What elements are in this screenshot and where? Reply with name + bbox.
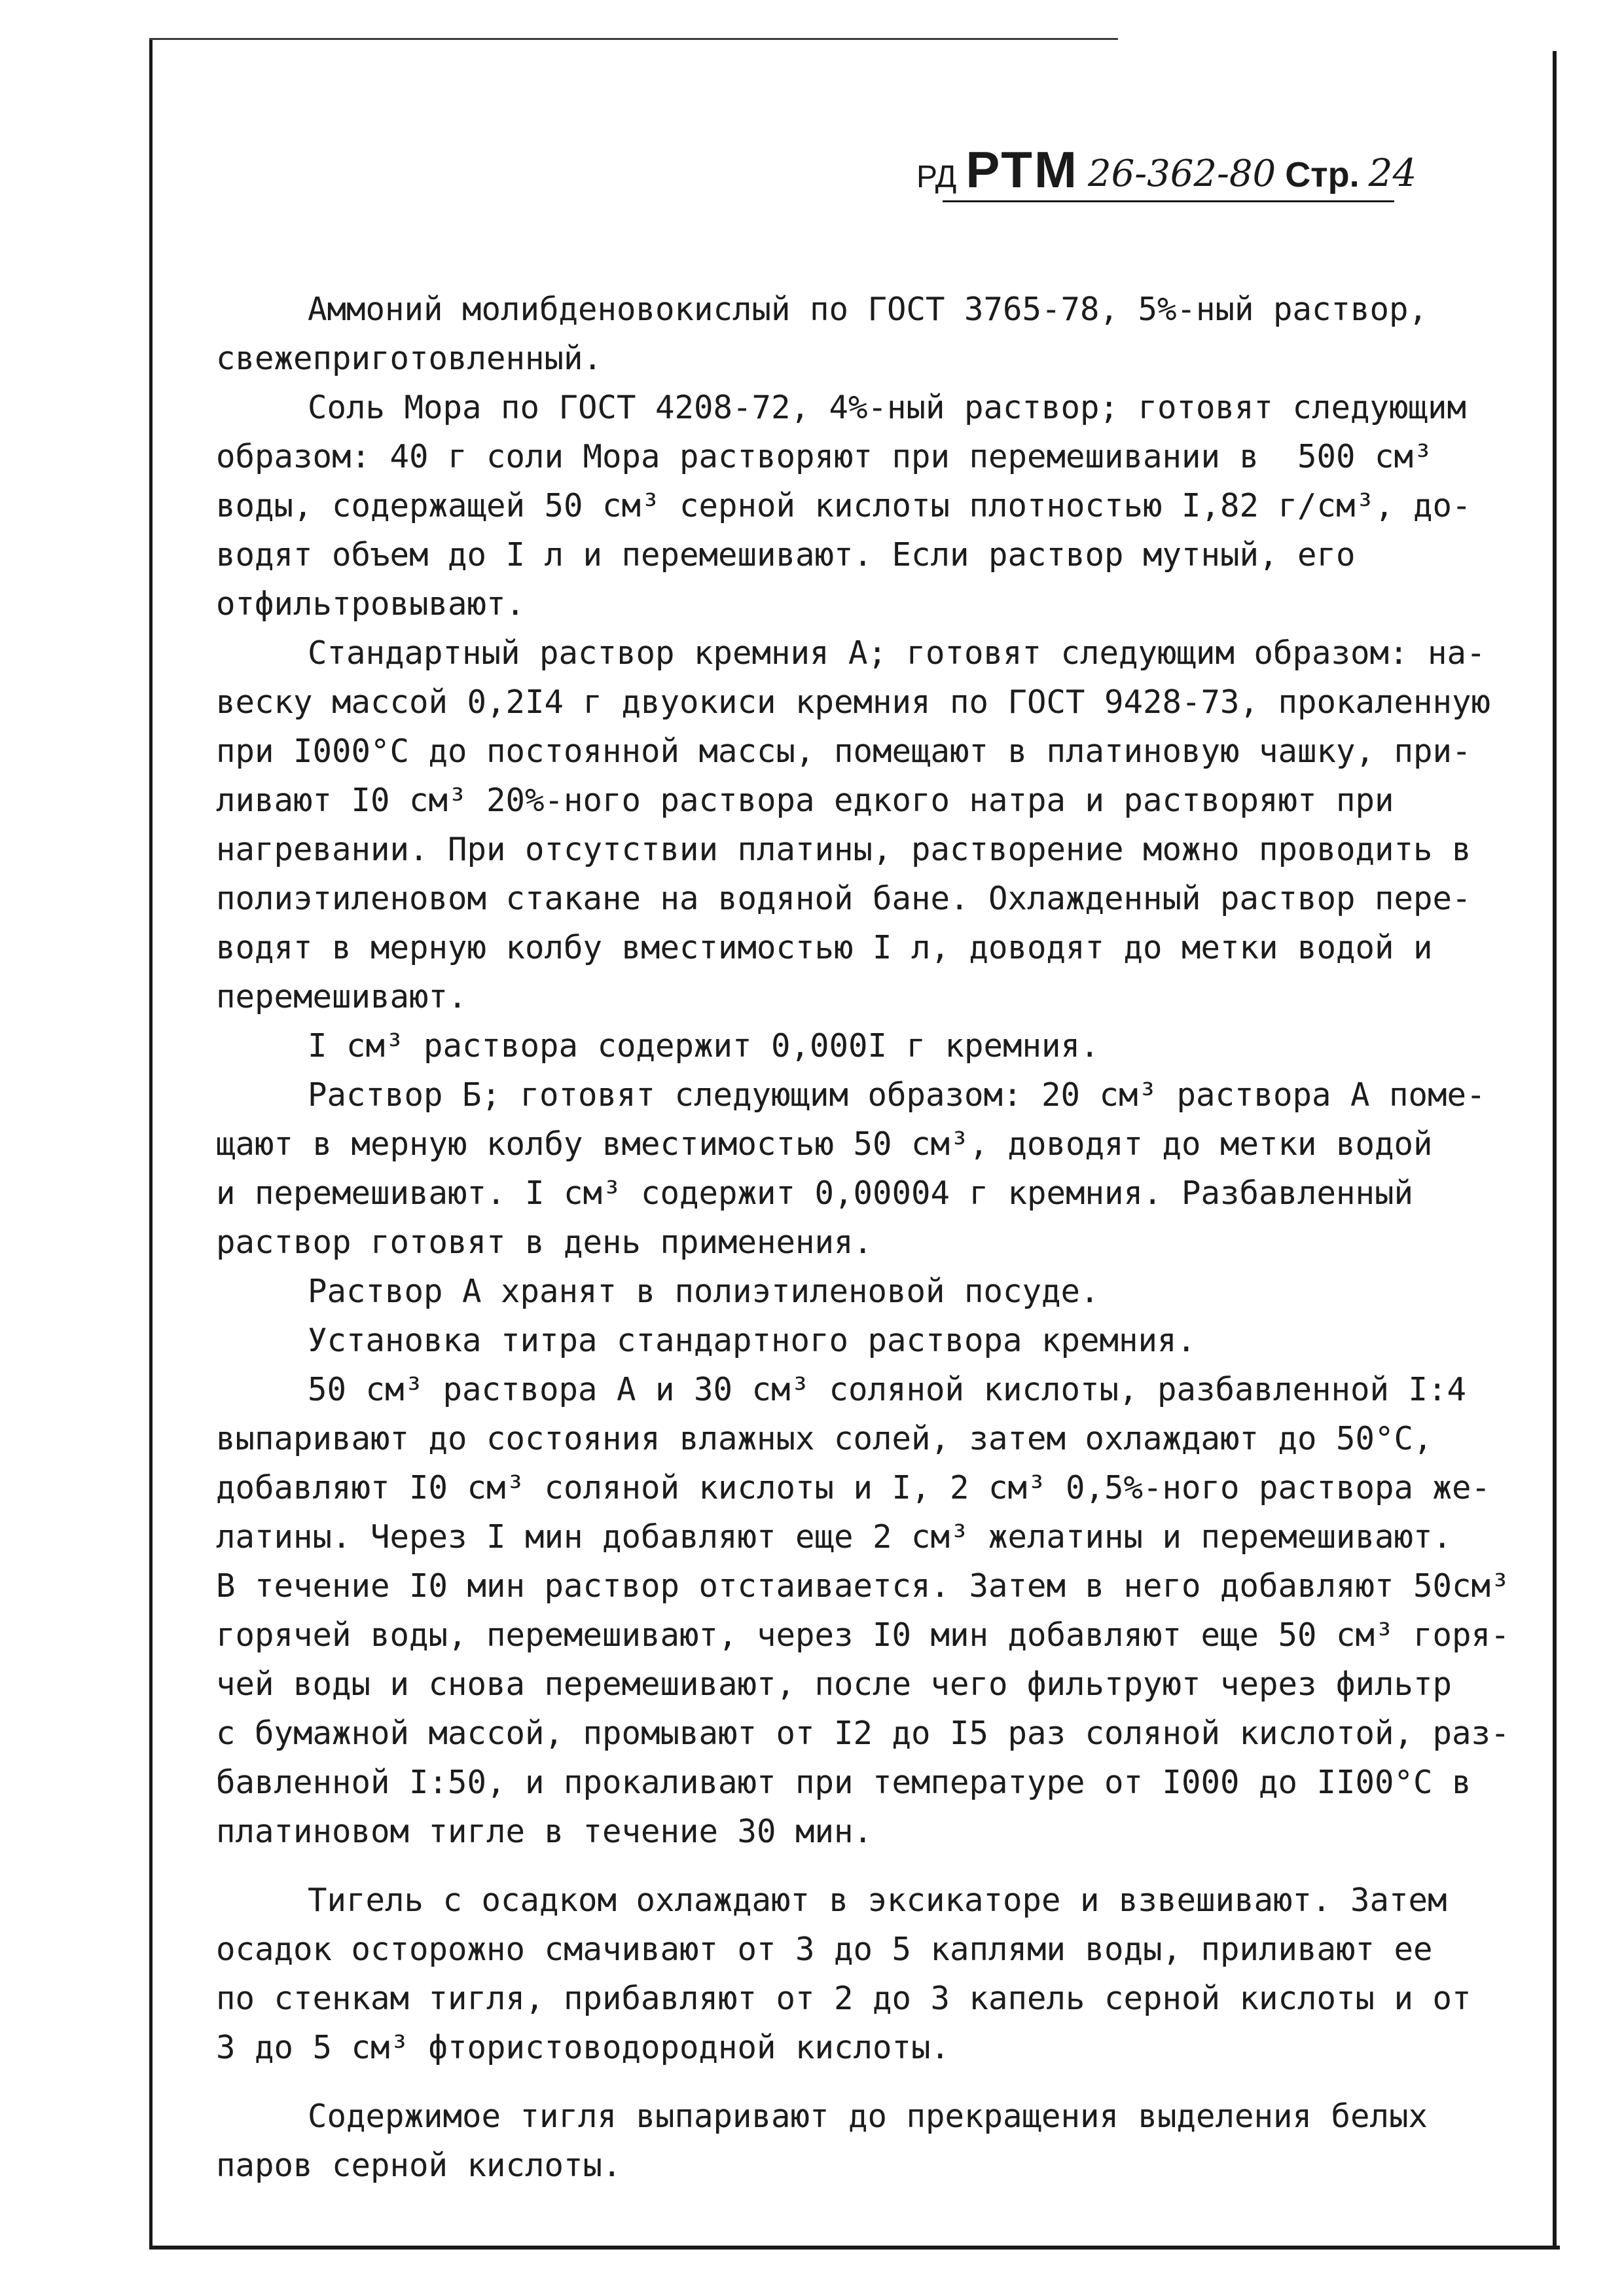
- text-line: и перемешивают. I см³ содержит 0,00004 г кремния. Разбавленный: [216, 1175, 1414, 1212]
- text-line: ливают I0 см³ 20%-ного раствора едкого натра и растворяют при: [216, 782, 1394, 819]
- stamp-page-number: 24: [1368, 151, 1417, 195]
- text-line: Раствор Б; готовят следующим образом: 20 см³ раствора А поме-: [308, 1076, 1486, 1114]
- page-frame-top-line: [149, 38, 1118, 40]
- text-line: Установка титра стандартного раствора кремния.: [308, 1322, 1197, 1359]
- text-line: 50 см³ раствора А и 30 см³ соляной кислоты, разбавленной I:4: [308, 1371, 1467, 1408]
- text-line: нагревании. При отсутствии платины, растворение можно проводить в: [216, 831, 1471, 868]
- text-line: щают в мерную колбу вместимостью 50 см³, доводят до метки водой: [216, 1125, 1433, 1163]
- text-line: Аммоний молибденовокислый по ГОСТ 3765-78, 5%-ный раствор,: [308, 291, 1428, 328]
- text-line: Стандартный раствор кремния А; готовят следующим образом: на-: [308, 634, 1486, 672]
- text-line: чей воды и снова перемешивают, после чего фильтруют через фильтр: [216, 1666, 1453, 1703]
- text-line: перемешивают.: [216, 978, 467, 1015]
- text-line: платиновом тигле в течение 30 мин.: [216, 1813, 873, 1850]
- text-line: свежеприготовленный.: [216, 340, 603, 377]
- paragraph-gap: [216, 1856, 1578, 1876]
- text-line: отфильтровывают.: [216, 585, 526, 623]
- text-line: бавленной I:50, и прокаливают при температуре от I000 до II00°С в: [216, 1764, 1471, 1801]
- document-body: [216, 285, 1578, 2190]
- text-line: выпаривают до состояния влажных солей, затем охлаждают до 50°С,: [216, 1420, 1433, 1457]
- text-line: с бумажной массой, промывают от I2 до I5 раз соляной кислотой, раз-: [216, 1715, 1510, 1752]
- stamp-rtm: РТМ: [965, 141, 1079, 198]
- text-line: добавляют I0 см³ соляной кислоты и I, 2 см³ 0,5%-ного раствора же-: [216, 1469, 1491, 1506]
- paragraph-gap: [216, 2072, 1578, 2092]
- text-line: образом: 40 г соли Мора растворяют при перемешивании в 500 см³: [216, 438, 1433, 475]
- text-line: воды, содержащей 50 см³ серной кислоты плотностью I,82 г/см³, до-: [216, 487, 1471, 524]
- document-stamp: [916, 117, 1417, 198]
- text-line: I см³ раствора содержит 0,000I г кремния.: [308, 1027, 1100, 1065]
- text-line: 3 до 5 см³ фтористоводородной кислоты.: [216, 2029, 950, 2066]
- text-line: по стенкам тигля, прибавляют от 2 до 3 капель серной кислоты и от: [216, 1980, 1471, 2017]
- text-line: веску массой 0,2I4 г двуокиси кремния по ГОСТ 9428-73, прокаленную: [216, 683, 1491, 721]
- stamp-page-label: Стр.: [1285, 155, 1360, 194]
- text-line: водят объем до I л и перемешивают. Если раствор мутный, его: [216, 536, 1356, 574]
- text-line: Тигель с осадком охлаждают в эксикаторе и взвешивают. Затем: [308, 1882, 1447, 1919]
- text-line: осадок осторожно смачивают от 3 до 5 каплями воды, приливают ее: [216, 1931, 1433, 1968]
- text-line: полиэтиленовом стакане на водяной бане. Охлажденный раствор пере-: [216, 880, 1471, 917]
- text-line: Раствор А хранят в полиэтиленовой посуде.: [308, 1273, 1100, 1310]
- text-line: водят в мерную колбу вместимостью I л, доводят до метки водой и: [216, 929, 1433, 966]
- text-line: Соль Мора по ГОСТ 4208-72, 4%-ный раствор; готовят следующим: [308, 389, 1467, 426]
- text-line: при I000°С до постоянной массы, помещают в платиновую чашку, при-: [216, 733, 1471, 770]
- stamp-underline: [943, 200, 1394, 202]
- text-line: В течение I0 мин раствор отстаивается. Затем в него добавляют 50см³: [216, 1567, 1510, 1605]
- text-line: раствор готовят в день применения.: [216, 1224, 873, 1261]
- stamp-document-number: 26-362-80: [1087, 153, 1276, 195]
- text-line: паров серной кислоты.: [216, 2147, 622, 2184]
- text-line: горячей воды, перемешивают, через I0 мин добавляют еще 50 см³ горя-: [216, 1616, 1510, 1654]
- stamp-rd: РД: [916, 160, 957, 194]
- text-line: латины. Через I мин добавляют еще 2 см³ желатины и перемешивают.: [216, 1518, 1453, 1556]
- text-line: Содержимое тигля выпаривают до прекращения выделения белых: [308, 2098, 1428, 2135]
